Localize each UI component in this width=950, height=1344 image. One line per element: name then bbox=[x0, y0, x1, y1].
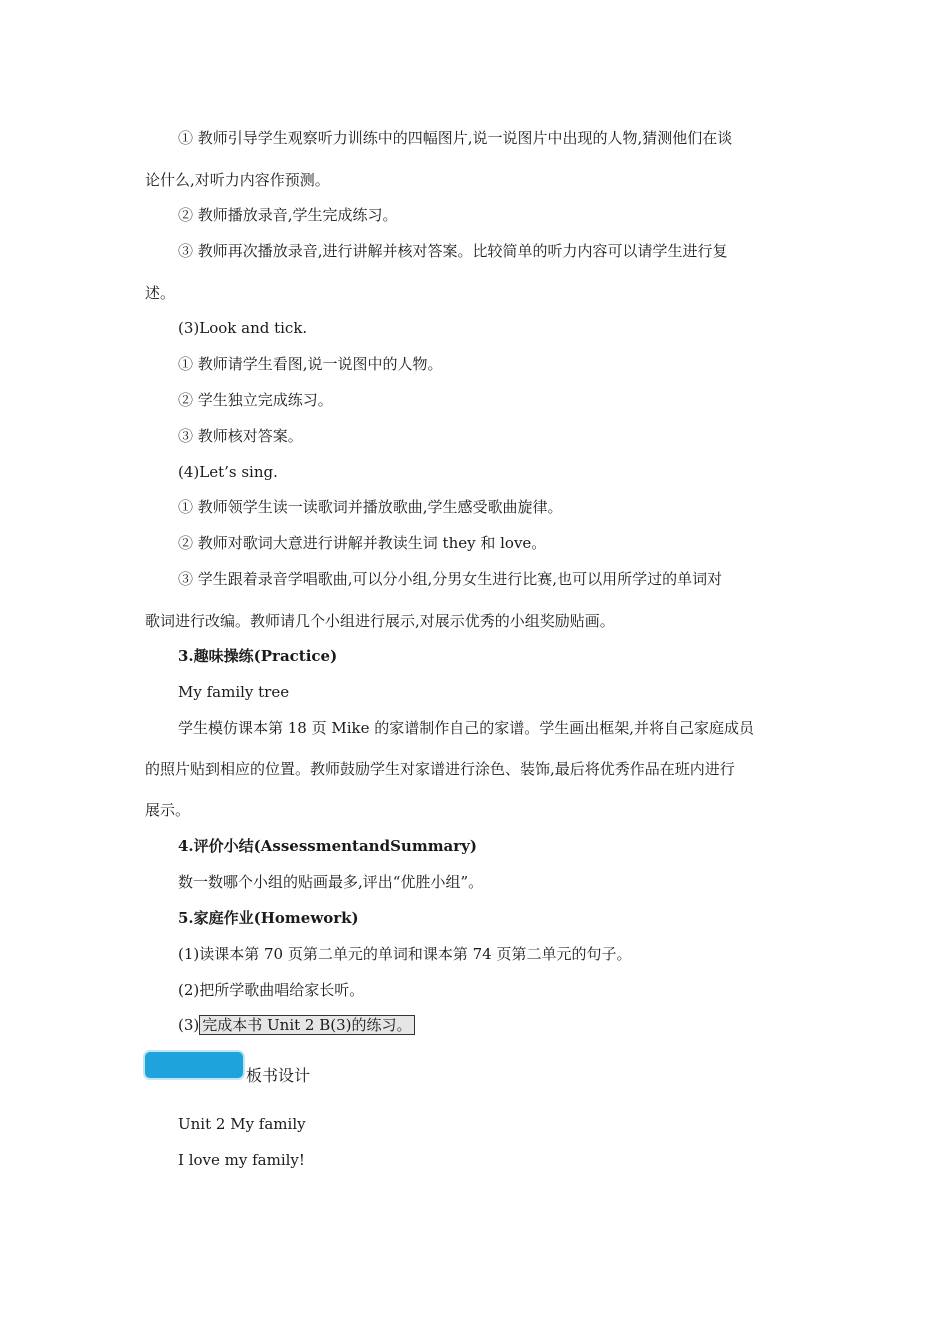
paragraph-line: ③ 教师再次播放录音,进行讲解并核对答案。比较简单的听力内容可以请学生进行复 bbox=[178, 242, 728, 260]
subheading: (4)Let’s sing. bbox=[178, 463, 278, 481]
section-heading: 3.趣味操练(Practice) bbox=[178, 647, 338, 665]
list-item: ① 教师请学生看图,说一说图中的人物。 bbox=[178, 355, 443, 373]
paragraph-line: ① 教师引导学生观察听力训练中的四幅图片,说一说图片中出现的人物,猜测他们在谈 bbox=[178, 129, 733, 147]
board-line: I love my family! bbox=[178, 1151, 305, 1169]
subheading: (3)Look and tick. bbox=[178, 319, 308, 337]
paragraph-line: 述。 bbox=[145, 284, 176, 302]
paragraph-line: 数一数哪个小组的贴画最多,评出“优胜小组”。 bbox=[178, 873, 484, 891]
paragraph-line: ② 教师播放录音,学生完成练习。 bbox=[178, 206, 398, 224]
list-item: (1)读课本第 70 页第二单元的单词和课本第 74 页第二单元的句子。 bbox=[178, 945, 632, 963]
paragraph-line: 学生模仿课本第 18 页 Mike 的家谱制作自己的家谱。学生画出框架,并将自己家庭成员 bbox=[178, 719, 755, 737]
list-item: ③ 学生跟着录音学唱歌曲,可以分小组,分男女生进行比赛,也可以用所学过的单词对 bbox=[178, 570, 723, 588]
list-item: ② 学生独立完成练习。 bbox=[178, 391, 333, 409]
section-badge bbox=[145, 1052, 243, 1078]
section-heading: 4.评价小结(AssessmentandSummary) bbox=[178, 837, 477, 855]
subheading: My family tree bbox=[178, 683, 290, 701]
board-line: Unit 2 My family bbox=[178, 1115, 306, 1133]
section-heading: 5.家庭作业(Homework) bbox=[178, 909, 359, 927]
paragraph-line: 展示。 bbox=[145, 801, 191, 819]
list-item: (2)把所学歌曲唱给家长听。 bbox=[178, 981, 365, 999]
paragraph-line: 的照片贴到相应的位置。教师鼓励学生对家谱进行涂色、装饰,最后将优秀作品在班内进行 bbox=[145, 760, 735, 778]
paragraph-line: 歌词进行改编。教师请几个小组进行展示,对展示优秀的小组奖励贴画。 bbox=[145, 612, 615, 630]
paragraph-line: 论什么,对听力内容作预测。 bbox=[145, 171, 330, 189]
list-item: ① 教师领学生读一读歌词并播放歌曲,学生感受歌曲旋律。 bbox=[178, 498, 563, 516]
list-item bbox=[178, 1015, 415, 1035]
list-item-prefix: (3) bbox=[178, 1016, 200, 1034]
list-item: ③ 教师核对答案。 bbox=[178, 427, 303, 445]
highlighted-text: 完成本书 Unit 2 B(3)的练习。 bbox=[199, 1015, 414, 1035]
list-item: ② 教师对歌词大意进行讲解并教读生词 they 和 love。 bbox=[178, 534, 547, 552]
section-title: 板书设计 bbox=[246, 1066, 311, 1085]
